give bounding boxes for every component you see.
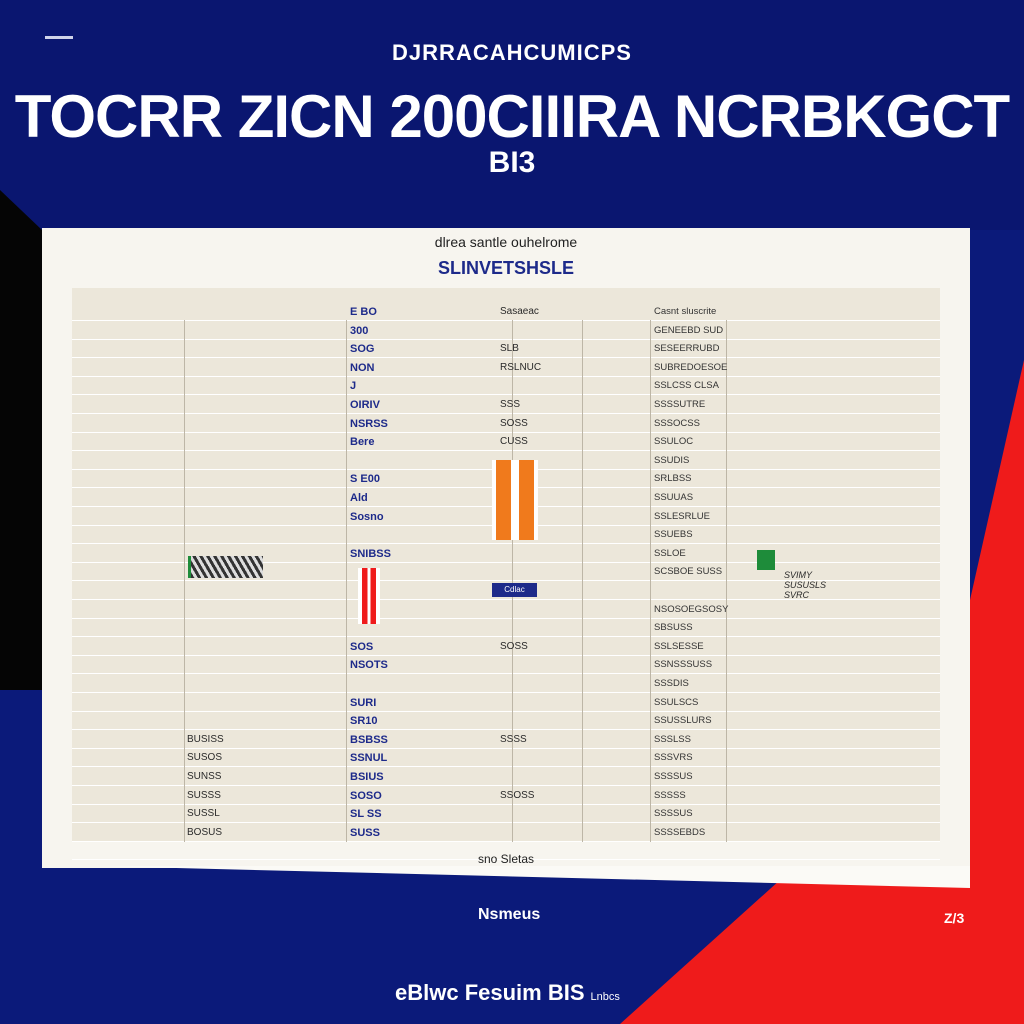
row-divider: [72, 841, 940, 842]
table-cell-mid: S E00: [350, 473, 380, 486]
row-divider: [72, 320, 940, 321]
row-divider: [72, 692, 940, 693]
spreadsheet-card: [42, 228, 970, 868]
table-cell-right: SSLSESSE: [654, 640, 704, 652]
table-cell-left: SUNSS: [187, 771, 222, 782]
table-cell-right: GENEEBD SUD: [654, 324, 724, 336]
table-cell-left: BOSUS: [187, 826, 223, 838]
table-cell-center: Sasaeac: [500, 306, 539, 317]
column-divider: [650, 320, 651, 842]
table-cell-right: SSULSCS: [654, 696, 699, 708]
table-cell-right: SSUEBS: [654, 529, 693, 541]
table-cell-mid: Sosno: [350, 510, 384, 523]
table-cell-right: SSLCSS CLSA: [654, 380, 719, 392]
dark-bar: [188, 556, 263, 578]
sheet-title: dlrea santle ouhelrome: [434, 234, 578, 250]
row-divider: [72, 785, 940, 786]
row-divider: [72, 711, 940, 712]
table-cell-right: SSSDIS: [654, 678, 689, 689]
table-cell-right: SSSVRS: [654, 752, 693, 764]
table-cell-right: SSLOE: [654, 547, 686, 559]
row-divider: [72, 543, 940, 544]
table-cell-right: SCSBOE SUSS: [654, 566, 723, 578]
headline-sub: BI3: [488, 146, 536, 179]
table-cell-mid: SSNUL: [350, 752, 388, 765]
table-cell-mid: OIRIV: [350, 399, 380, 411]
green-marker: [757, 550, 775, 570]
table-cell-center: SSS: [500, 399, 521, 410]
sheet-subtitle: SLINVETSHSLE: [437, 258, 575, 278]
row-divider: [72, 376, 940, 377]
table-cell-mid: NSRSS: [350, 417, 388, 430]
table-cell-right: SRLBSS: [654, 473, 692, 485]
table-cell-center: SSSS: [500, 733, 527, 745]
footer-main-label: [395, 980, 620, 1006]
column-divider: [184, 320, 185, 842]
table-cell-right: SSSSUTRE: [654, 399, 706, 410]
table-cell-left: SUSOS: [187, 752, 223, 764]
row-divider: [72, 673, 940, 674]
table-cell-right: Casnt sluscrite: [654, 306, 717, 317]
table-cell-center: SOSS: [500, 417, 528, 429]
table-cell-left: SUSSS: [187, 789, 221, 801]
label-pill: Cdlac: [492, 583, 537, 597]
table-cell-mid: J: [350, 380, 357, 393]
column-divider: [346, 320, 347, 842]
table-cell-right: SSSSUS: [654, 808, 693, 820]
footer-main-text: eBlwc Fesuim BIS: [395, 980, 585, 1005]
table-cell-mid: SUSS: [350, 826, 380, 839]
table-cell-mid: SL SS: [350, 808, 382, 821]
table-cell-center: CUSS: [500, 436, 528, 448]
row-divider: [72, 413, 940, 414]
row-divider: [72, 655, 940, 656]
table-cell-mid: SNIBSS: [350, 547, 391, 560]
row-divider: [72, 729, 940, 730]
row-divider: [72, 357, 940, 358]
top-label: DJRRACAHCUMICPS: [392, 40, 632, 65]
footer-main-small: Lnbcs: [590, 991, 620, 1003]
row-divider: [72, 748, 940, 749]
table-cell-right: SUBREDOESOE: [654, 361, 728, 373]
table-cell-center: SLB: [500, 343, 519, 355]
row-divider: [72, 804, 940, 805]
table-cell-center: SSOSS: [500, 789, 535, 801]
table-cell-right: SSULOC: [654, 436, 694, 448]
table-cell-right: SBSUSS: [654, 622, 693, 634]
table-cell-center: RSLNUC: [500, 361, 542, 373]
table-cell-mid: Bere: [350, 436, 375, 449]
column-divider: [726, 320, 727, 842]
table-cell-mid: SR10: [350, 715, 378, 728]
table-cell-mid: SOG: [350, 343, 375, 356]
table-cell-center: SOSS: [500, 640, 528, 652]
row-divider: [72, 822, 940, 823]
table-cell-mid: SOS: [350, 640, 374, 653]
data-table: [72, 288, 940, 842]
table-cell-right: SSLESRLUE: [654, 510, 710, 522]
table-cell-right: SSSSUS: [654, 771, 693, 782]
table-cell-right: SSUDIS: [654, 454, 690, 466]
table-cell-right: SSNSSSUSS: [654, 659, 713, 671]
table-cell-right: SSUUAS: [654, 492, 694, 503]
table-cell-mid: SURI: [350, 696, 377, 709]
table-cell-mid: NON: [350, 361, 375, 374]
row-divider: [72, 450, 940, 451]
table-cell-right: SSSOCSS: [654, 417, 700, 429]
table-cell-right: SSUSSLURS: [654, 715, 712, 727]
table-cell-mid: NSOTS: [350, 659, 388, 672]
table-cell-left: BUSISS: [187, 733, 224, 745]
row-divider: [72, 394, 940, 395]
orange-bar: [492, 460, 538, 540]
corner-mark: [45, 36, 73, 39]
table-cell-right: SSSLSS: [654, 733, 691, 745]
table-cell-mid: E BO: [350, 306, 377, 318]
row-divider: [72, 766, 940, 767]
footer-left-label: Nsmeus: [478, 906, 541, 923]
column-divider: [582, 320, 583, 842]
red-bar: [358, 568, 380, 624]
table-cell-mid: SOSO: [350, 789, 382, 802]
row-divider: [72, 432, 940, 433]
headline: TOCRR ZICN 200CIIIRA NCRBKGCT: [14, 83, 1010, 150]
row-divider: [72, 339, 940, 340]
row-divider: [72, 636, 940, 637]
sheet-footer: sno Sletas: [477, 852, 535, 866]
table-cell-left: SUSSL: [187, 808, 220, 820]
row-divider: [72, 618, 940, 619]
table-cell-mid: 300: [350, 324, 369, 337]
right-annotation: SVIMY SUSUSLS SVRC: [784, 570, 827, 600]
table-cell-mid: Ald: [350, 492, 368, 504]
table-cell-right: SSSSS: [654, 789, 686, 801]
table-cell-right: SESEERRUBD: [654, 343, 720, 355]
table-cell-right: SSSSEBDS: [654, 826, 706, 838]
table-cell-mid: BSIUS: [350, 771, 384, 783]
footer-right-label: Z/3: [944, 910, 965, 926]
table-cell-right: NSOSOEGSOSY: [654, 603, 729, 615]
table-cell-mid: BSBSS: [350, 733, 388, 746]
